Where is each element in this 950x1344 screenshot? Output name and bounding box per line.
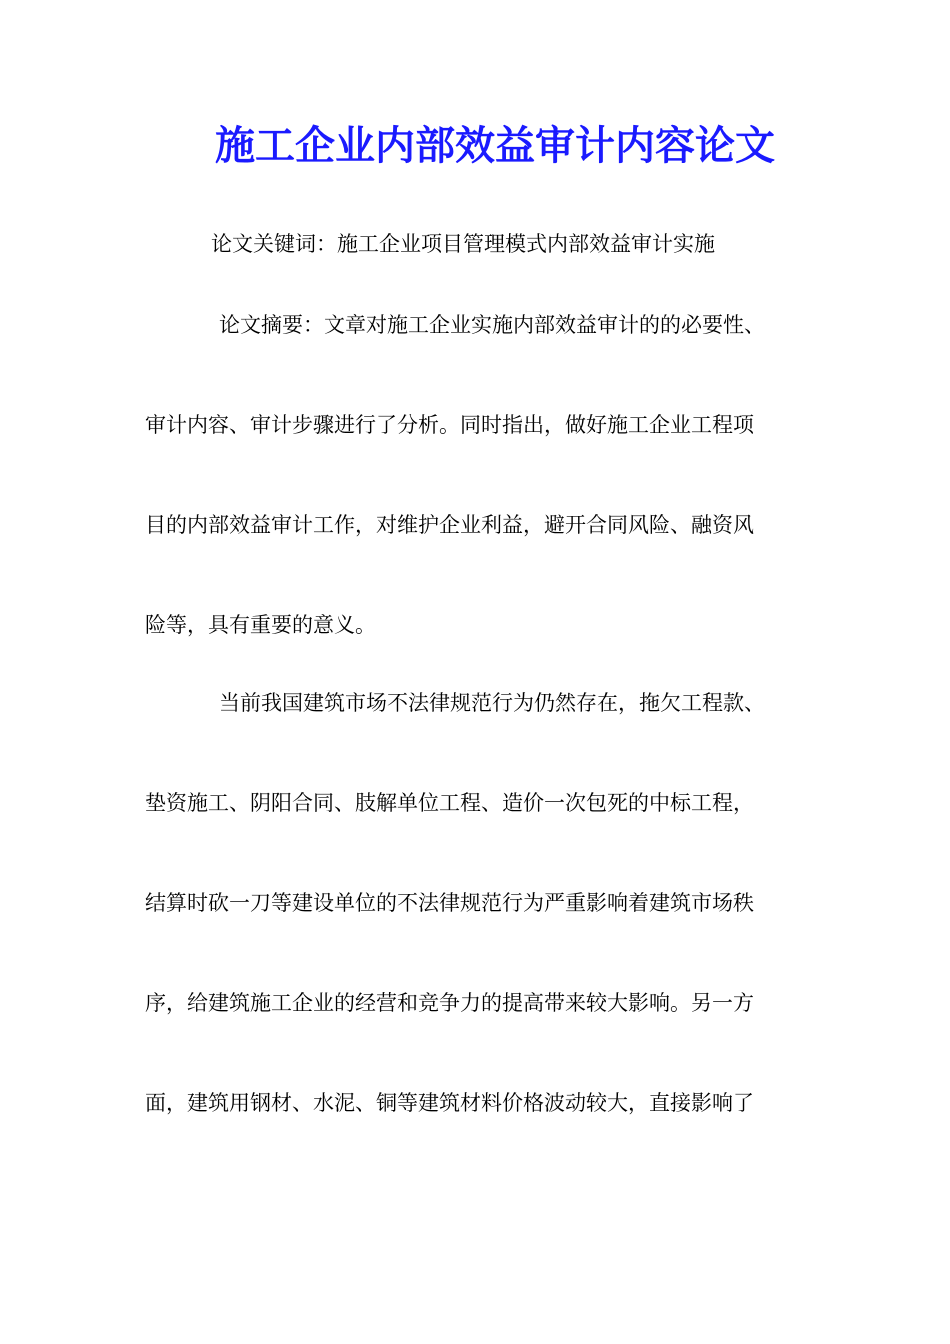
body-line: 结算时砍一刀等建设单位的不法律规范行为严重影响着建筑市场秩 [145,891,754,915]
abstract-line: 审计内容、审计步骤进行了分析。同时指出，做好施工企业工程项 [145,413,754,437]
document-title: 施工企业内部效益审计内容论文 [215,122,775,169]
body-line: 当前我国建筑市场不法律规范行为仍然存在，拖欠工程款、 [219,691,765,715]
abstract-line: 论文摘要：文章对施工企业实施内部效益审计的的必要性、 [219,313,765,337]
abstract-line: 目的内部效益审计工作，对维护企业利益，避开合同风险、融资风 [145,513,754,537]
abstract-line: 险等，具有重要的意义。 [145,613,376,637]
body-line: 垫资施工、阴阳合同、肢解单位工程、造价一次包死的中标工程， [145,791,754,815]
keywords-line: 论文关键词：施工企业项目管理模式内部效益审计实施 [211,232,715,256]
body-line: 面，建筑用钢材、水泥、铜等建筑材料价格波动较大，直接影响了 [145,1091,754,1115]
body-line: 序，给建筑施工企业的经营和竞争力的提高带来较大影响。另一方 [145,991,754,1015]
abstract-paragraph [145,310,825,710]
body-paragraph [145,688,825,1188]
